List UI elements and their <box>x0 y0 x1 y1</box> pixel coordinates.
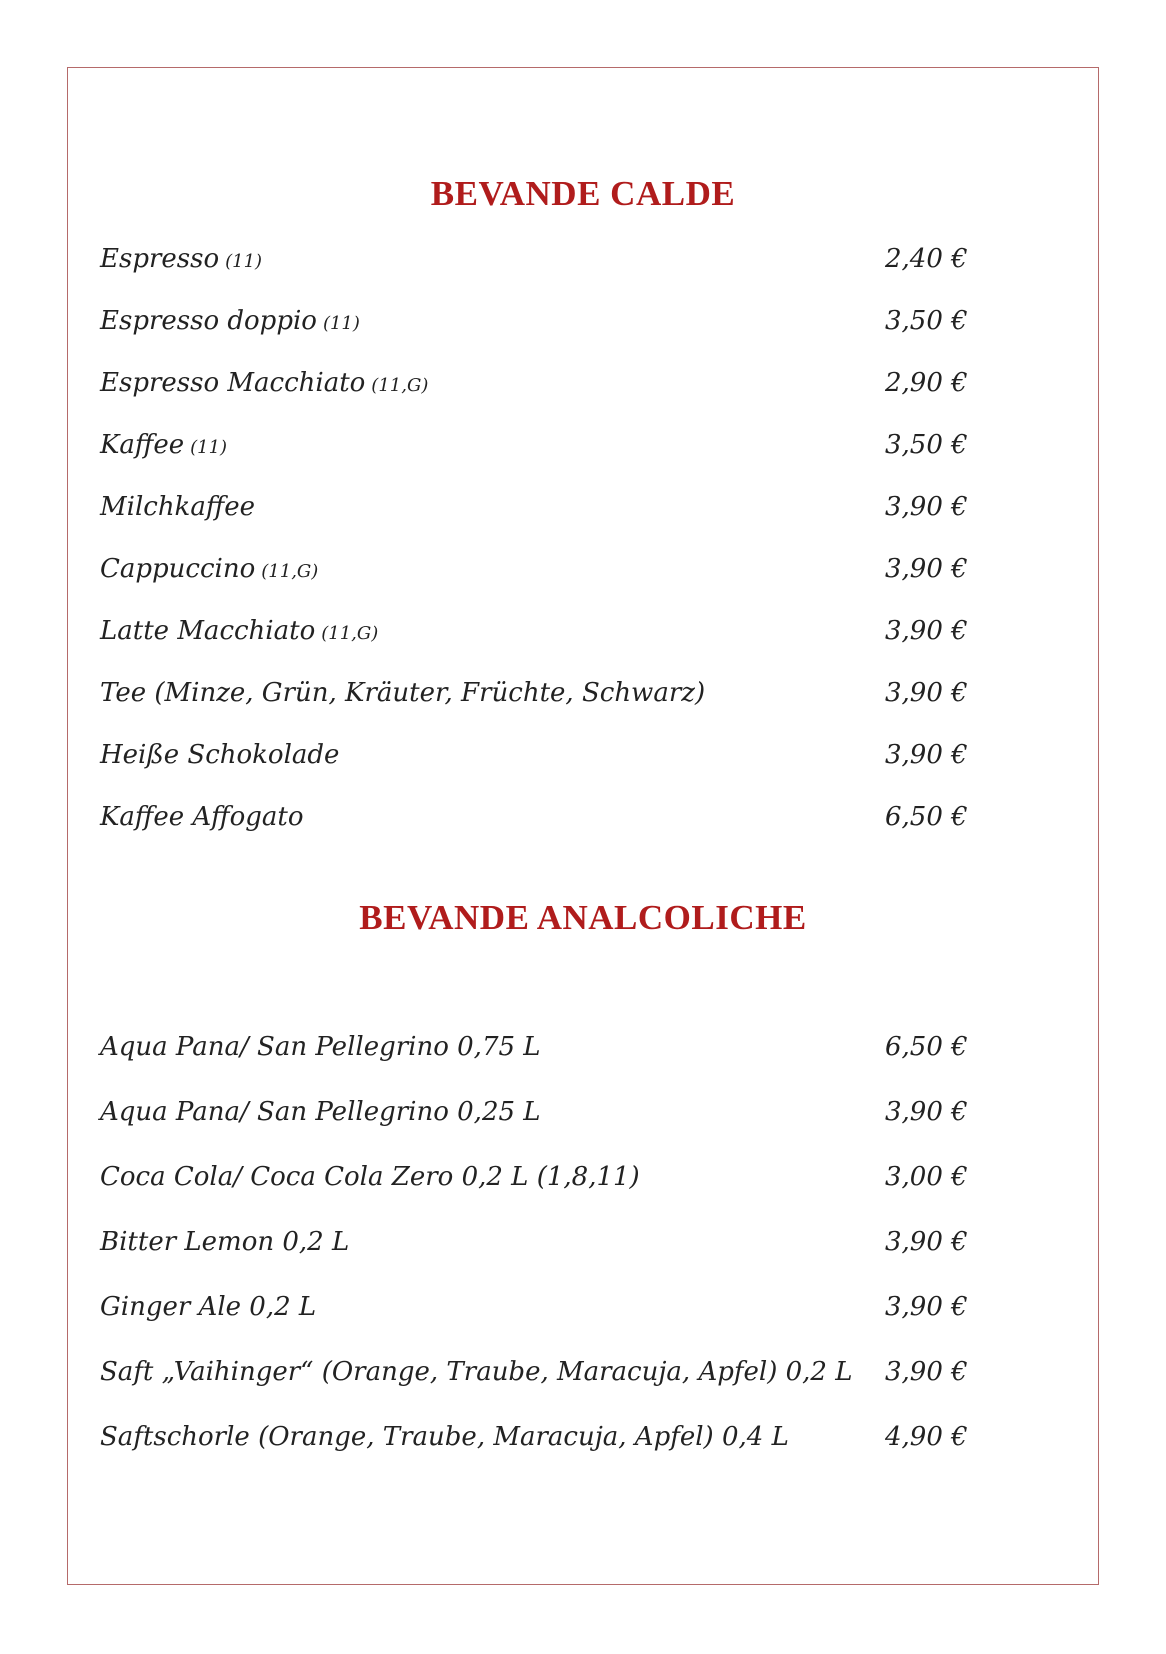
menu-item <box>100 1422 980 1462</box>
item-price: 6,50 € <box>885 1032 968 1062</box>
menu-item <box>100 1292 980 1332</box>
item-name-wrap <box>100 802 309 832</box>
item-name: Kaffee Affogato <box>100 802 304 832</box>
menu-item <box>100 492 980 532</box>
item-price: 4,90 € <box>885 1422 968 1452</box>
menu-item <box>100 430 980 470</box>
item-name: Coca Cola/ Coca Cola Zero 0,2 L (1,8,11) <box>100 1162 640 1192</box>
item-allergen-note: (11) <box>322 313 360 334</box>
item-price: 2,90 € <box>885 368 968 398</box>
item-name: Aqua Pana/ San Pellegrino 0,75 L <box>100 1032 541 1062</box>
item-price: 3,90 € <box>885 492 968 522</box>
menu-item <box>100 1227 980 1267</box>
item-name-wrap <box>100 740 345 770</box>
section-title-hot-drinks: BEVANDE CALDE <box>430 174 736 213</box>
item-price: 3,90 € <box>885 616 968 646</box>
item-price: 3,90 € <box>885 1357 968 1387</box>
menu-item <box>100 740 980 780</box>
item-name: Cappuccino <box>100 554 256 584</box>
item-price: 6,50 € <box>885 802 968 832</box>
item-price: 3,00 € <box>885 1162 968 1192</box>
menu-item <box>100 1032 980 1072</box>
item-name-wrap <box>100 244 262 274</box>
item-name: Saftschorle (Orange, Traube, Maracuja, Apfel) 0,4 L <box>100 1422 789 1452</box>
item-allergen-note: (11) <box>225 251 263 272</box>
item-name: Espresso doppio <box>100 306 317 336</box>
menu-item <box>100 306 980 346</box>
menu-item <box>100 554 980 594</box>
menu-item <box>100 1357 980 1397</box>
item-name: Aqua Pana/ San Pellegrino 0,25 L <box>100 1097 541 1127</box>
menu-item <box>100 1162 980 1202</box>
menu-item <box>100 244 980 284</box>
item-name-wrap <box>100 430 227 460</box>
item-price: 3,50 € <box>885 430 968 460</box>
item-name-wrap <box>100 306 360 336</box>
menu-item <box>100 616 980 656</box>
item-name-wrap <box>100 616 378 646</box>
item-price: 2,40 € <box>885 244 968 274</box>
item-price: 3,50 € <box>885 306 968 336</box>
item-name: Heiße Schokolade <box>100 740 340 770</box>
item-price: 3,90 € <box>885 554 968 584</box>
menu-item <box>100 1097 980 1137</box>
menu-item <box>100 678 980 718</box>
item-name: Saft „Vaihinger“ (Orange, Traube, Maracuja, Apfel) 0,2 L <box>100 1357 853 1387</box>
menu-item <box>100 802 980 842</box>
item-name: Tee (Minze, Grün, Kräuter, Früchte, Schwarz) <box>100 678 706 708</box>
item-price: 3,90 € <box>885 678 968 708</box>
item-price: 3,90 € <box>885 1227 968 1257</box>
item-allergen-note: (11,G) <box>261 561 319 582</box>
item-allergen-note: (11,G) <box>371 375 429 396</box>
item-name: Latte Macchiato <box>100 616 316 646</box>
item-allergen-note: (11,G) <box>321 623 379 644</box>
item-name: Milchkaffee <box>100 492 256 522</box>
item-name-wrap <box>100 678 711 708</box>
item-name-wrap <box>100 492 261 522</box>
item-name: Bitter Lemon 0,2 L <box>100 1227 350 1257</box>
item-name: Ginger Ale 0,2 L <box>100 1292 317 1322</box>
section-title-soft-drinks: BEVANDE ANALCOLICHE <box>359 898 807 937</box>
item-price: 3,90 € <box>885 1097 968 1127</box>
item-name: Espresso <box>100 244 220 274</box>
item-name: Kaffee <box>100 430 185 460</box>
item-price: 3,90 € <box>885 740 968 770</box>
item-name-wrap <box>100 554 318 584</box>
item-name-wrap <box>100 368 428 398</box>
item-price: 3,90 € <box>885 1292 968 1322</box>
item-allergen-note: (11) <box>190 437 228 458</box>
menu-item <box>100 368 980 408</box>
item-name: Espresso Macchiato <box>100 368 366 398</box>
